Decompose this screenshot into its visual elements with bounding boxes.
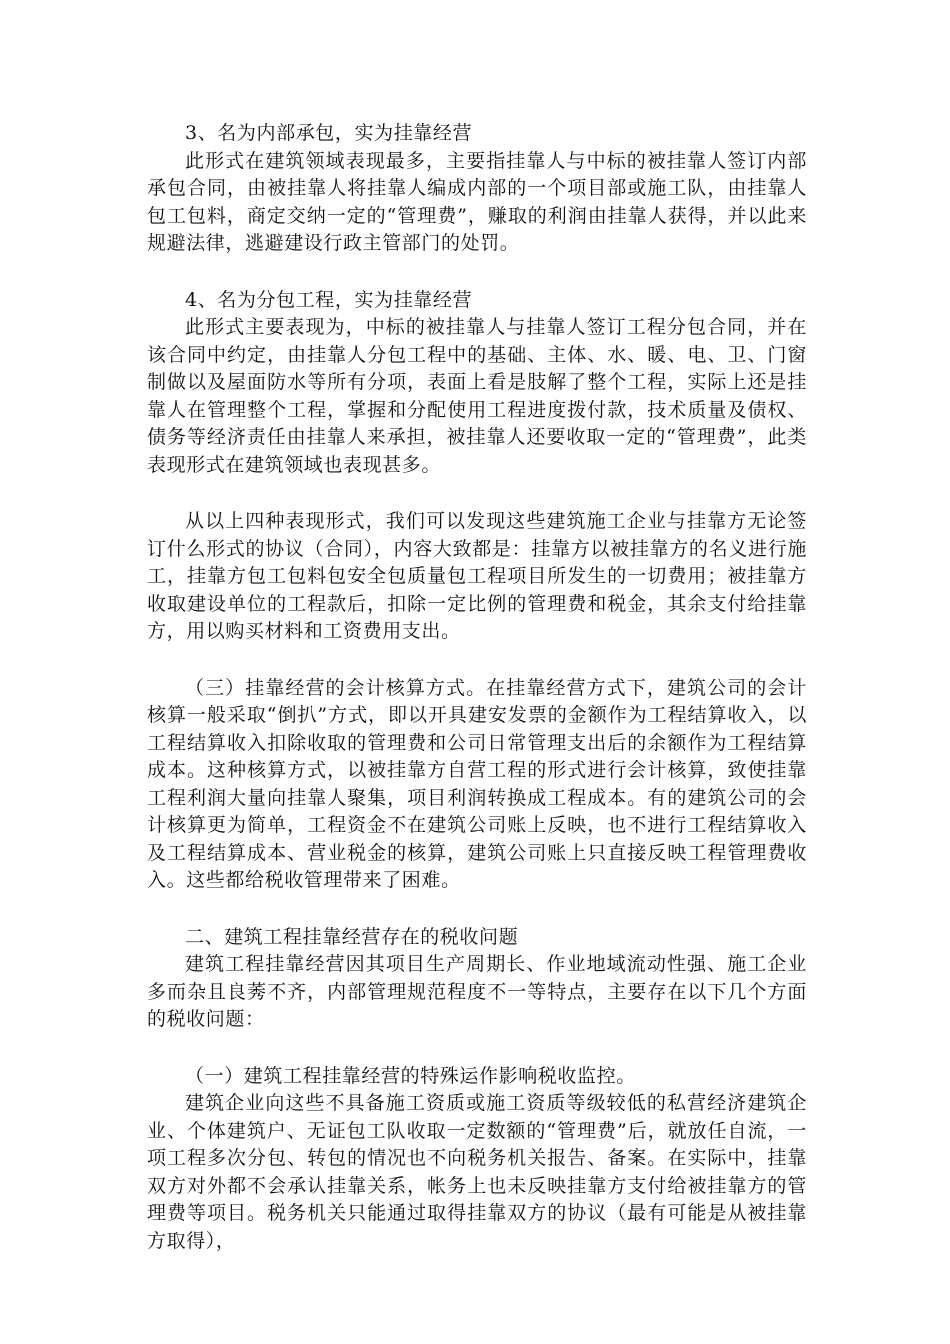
paragraph-subcontracting: 此形式主要表现为，中标的被挂靠人与挂靠人签订工程分包合同，并在该合同中约定，由挂靠人分包工程中的基础、主体、水、暖、电、卫、门窗制做以及屋面防水等所有分项，表面上看是肢解了整个工程，实际上还是挂靠人在管理整个工程，掌握和分配使用工程进度拨付款，技术质量及债权、债务等经济责任由挂靠人来承担，被挂靠人还要收取一定的“管理费”，此类表现形式在建筑领域也表现甚多。 [147,316,807,476]
subsection-heading-1: （一）建筑工程挂靠经营的特殊运作影响税收监控。 [185,1064,636,1087]
paragraph-four-forms-summary: 从以上四种表现形式，我们可以发现这些建筑施工企业与挂靠方无论签订什么形式的协议（合同），内容大致都是：挂靠方以被挂靠方的名义进行施工，挂靠方包工包料包安全包质量包工程项目所发生的一切费用；被挂靠方收取建设单位的工程款后，扣除一定比例的管理费和税金，其余支付给挂靠方，用以购买材料和工资费用支出。 [147,510,807,642]
document-body [147,120,807,1255]
paragraph-management-fee: 建筑企业向这些不具备施工资质或施工资质等级较低的私营经济建筑企业、个体建筑户、无证包工队收取一定数额的“管理费”后，就放任自流，一项工程多次分包、转包的情况也不向税务机关报告、备案。在实际中，挂靠双方对外都不会承认挂靠关系，帐务上也未反映挂靠方支付给被挂靠方的管理费等项目。税务机关只能通过取得挂靠双方的协议（最有可能是从被挂靠方取得）， [147,1092,807,1252]
section-heading-4: 4、名为分包工程，实为挂靠经营 [185,288,473,311]
section-heading-tax-issues: 二、建筑工程挂靠经营存在的税收问题 [185,925,519,948]
paragraph-accounting-method: （三）挂靠经营的会计核算方式。在挂靠经营方式下，建筑公司的会计核算一般采取“倒扒”方式，即以开具建安发票的金额作为工程结算收入，以工程结算收入扣除收取的管理费和公司日常管理支出后的余额作为工程结算成本。这种核算方式，以被挂靠方自营工程的形式进行会计核算，致使挂靠工程利润大量向挂靠人聚集，项目利润转换成工程成本。有的建筑公司的会计核算更为简单，工程资金不在建筑公司账上反映，也不进行工程结算收入及工程结算成本、营业税金的核算，建筑公司账上只直接反映工程管理费收入。这些都给税收管理带来了困难。 [147,676,807,891]
paragraph-tax-issues-intro: 建筑工程挂靠经营因其项目生产周期长、作业地域流动性强、施工企业多而杂且良莠不齐，内部管理规范程度不一等特点，主要存在以下几个方面的税收问题： [147,953,807,1030]
paragraph-internal-contracting: 此形式在建筑领域表现最多，主要指挂靠人与中标的被挂靠人签订内部承包合同，由被挂靠人将挂靠人编成内部的一个项目部或施工队，由挂靠人包工包料，商定交纳一定的“管理费”，赚取的利润由挂靠人获得，并以此来规避法律，逃避建设行政主管部门的处罚。 [147,149,807,254]
section-heading-3: 3、名为内部承包，实为挂靠经营 [185,122,473,144]
